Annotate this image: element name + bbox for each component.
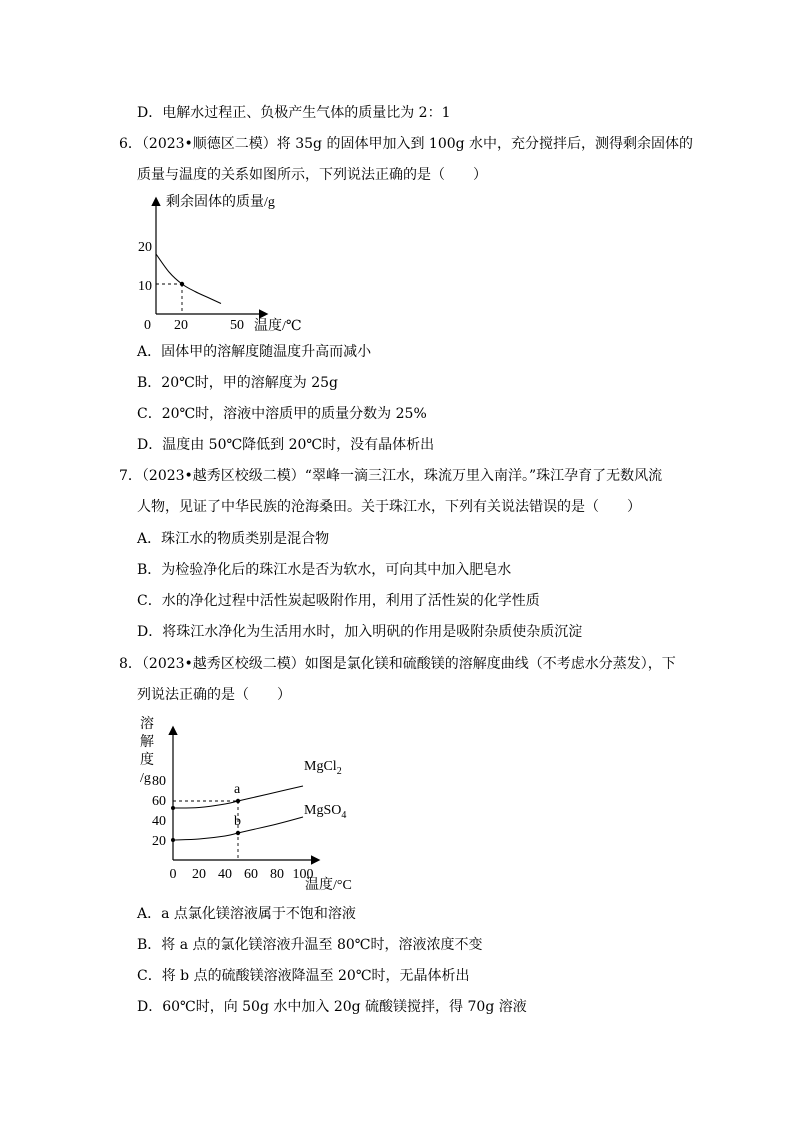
- q8-x-tick-40: 40: [218, 867, 232, 882]
- q6-x-label: 温度/℃: [254, 319, 302, 334]
- q8-y-ticks: [152, 774, 166, 849]
- q8-y-tick-80: 80: [152, 774, 166, 789]
- q8-y-label-3: 度: [140, 753, 154, 768]
- q7-option-b: B．为检验净化后的珠江水是否为软水，可向其中加入肥皂水: [137, 562, 512, 578]
- q7-option-a: A．珠江水的物质类别是混合物: [137, 531, 330, 547]
- q8-x-tick-60: 60: [244, 867, 258, 882]
- q8-curve-start-dot: [171, 838, 175, 842]
- q8-y-label-4: /g: [140, 771, 151, 786]
- q6-curve: [156, 254, 221, 304]
- q8-stem-line2: 列说法正确的是（ ）: [137, 687, 291, 703]
- q7-stem-line2: 人物，见证了中华民族的沧海桑田。关于珠江水，下列有关说法错误的是（ ）: [137, 499, 641, 515]
- q8-y-tick-60: 60: [152, 794, 166, 809]
- q6-y-label: 剩余固体的质量/g: [166, 195, 275, 210]
- q6-stem-line1: 6．（2023•顺德区二模）将 35g 的固体甲加入到 100g 水中，充分搅拌后，测得剩余固体的: [119, 136, 694, 152]
- q6-option-c: C．20℃时，溶液中溶质甲的质量分数为 25%: [137, 406, 427, 422]
- q8-stem-line1: 8．（2023•越秀区校级二模）如图是氯化镁和硫酸镁的溶解度曲线（不考虑水分蒸发），下: [119, 656, 676, 672]
- q6-chart: [136, 190, 326, 336]
- q8-curve-start-dot: [171, 806, 175, 810]
- q5-option-d: D．电解水过程正、负极产生气体的质量比为 2：1: [137, 105, 451, 121]
- q8-point-b: [236, 831, 240, 835]
- q8-x-ticks: [170, 867, 314, 882]
- q8-point-label-b: b: [234, 814, 241, 829]
- q8-x-tick-20: 20: [192, 867, 206, 882]
- q6-option-b: B．20℃时，甲的溶解度为 25g: [137, 375, 338, 391]
- q6-y-tick-10: 10: [138, 279, 152, 294]
- q7-stem-line1: 7．（2023•越秀区校级二模）“翠峰一滴三江水，珠流万里入南洋。”珠江孕育了无数风流: [119, 468, 663, 484]
- q6-option-d: D．温度由 50℃降低到 20℃时，没有晶体析出: [137, 437, 435, 453]
- q8-x-tick-0: 0: [169, 867, 177, 882]
- q6-x-tick-20: 20: [174, 318, 188, 333]
- q8-chart: [136, 712, 366, 892]
- q6-stem-line2: 质量与温度的关系如图所示，下列说法正确的是（ ）: [137, 167, 487, 183]
- q6-x-tick-50: 50: [230, 318, 244, 333]
- q7-option-c: C．水的净化过程中活性炭起吸附作用，利用了活性炭的化学性质: [137, 593, 540, 609]
- q6-marked-point: [180, 282, 184, 286]
- q8-option-d: D．60℃时，向 50g 水中加入 20g 硫酸镁搅拌，得 70g 溶液: [137, 999, 527, 1015]
- q8-y-tick-20: 20: [152, 834, 166, 849]
- q8-option-a: A．a 点氯化镁溶液属于不饱和溶液: [137, 906, 356, 922]
- q8-x-label: 温度/°C: [305, 878, 352, 892]
- q8-series-label-mgcl2: MgCl$_2$: [304, 759, 342, 777]
- q8-option-b: B．将 a 点的氯化镁溶液升温至 80℃时，溶液浓度不变: [137, 937, 483, 953]
- q8-y-label-2: 解: [140, 735, 154, 750]
- q6-origin-label: 0: [144, 318, 151, 333]
- q8-point-a: [236, 799, 240, 803]
- q6-y-tick-20: 20: [138, 240, 152, 255]
- q7-option-d: D．将珠江水净化为生活用水时，加入明矾的作用是吸附杂质使杂质沉淀: [137, 624, 583, 640]
- q8-point-label-a: a: [234, 782, 241, 797]
- q8-option-c: C．将 b 点的硫酸镁溶液降温至 20℃时，无晶体析出: [137, 968, 470, 984]
- q8-x-tick-100: 100: [292, 867, 314, 882]
- q8-series-label-mgso4: MgSO$_4$: [304, 803, 347, 821]
- q8-x-tick-80: 80: [270, 867, 284, 882]
- q6-option-a: A．固体甲的溶解度随温度升高而减小: [137, 344, 372, 360]
- q8-guide-lines: [173, 801, 238, 860]
- q8-points: [171, 782, 241, 842]
- q8-y-tick-40: 40: [152, 814, 166, 829]
- q8-y-label-1: 溶: [140, 717, 154, 732]
